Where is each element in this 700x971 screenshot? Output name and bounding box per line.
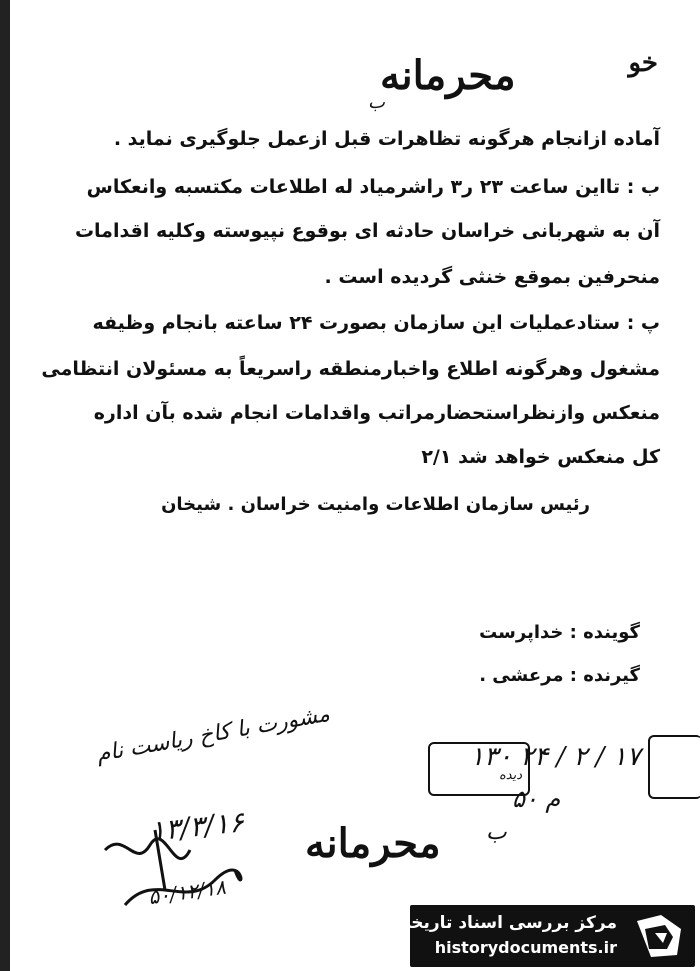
corner-mark: خو [628,48,658,78]
scan-edge [0,0,10,971]
handwritten-date: ۱۳/۳/۱۶ [148,805,246,848]
handwritten-note: مشورت با کاخ ریاست نام [94,701,332,768]
archive-logo [394,905,695,967]
logo-site: historydocuments.ir [434,938,617,957]
classification-stamp-bottom: محرمانه [305,820,441,867]
body-line-6: مشغول وهرگونه اطلاع واخبارمنطقه راسریعاً به مسئولان انتظامی [41,358,660,380]
body-line-1: آماده ازانجام هرگونه تظاهرات قبل ازعمل جلوگیری نماید . [113,128,660,150]
handwritten-date-2: ۵۰/۱۲/۱۸ [146,874,228,910]
archive-icon [631,911,687,961]
body-line-4: منحرفین بموقع خنثی گردیده است . [324,266,660,288]
body-line-8: کل منعکس خواهد شد ۲/۱ [421,446,660,468]
body-line-2: ب : تااین ساعت ۲۳ ر۳ راشرمیاد له اطلاعات مکتسبه وانعکاس [86,176,660,198]
classification-letter: ب [368,92,385,113]
handwritten-mark-right: ۵۰ م [512,785,561,813]
body-line-5: پ : ستادعملیات این سازمان بصورت ۲۴ ساعته بانجام وظیفه [92,312,660,334]
logo-title: مرکز بررسی اسناد تاریخی [394,913,617,933]
receiver-line: گیرنده : مرعشی . [479,665,640,686]
stamp-label: دیده [498,768,522,783]
body-line-3: آن به شهربانی خراسان حادثه ای بوقوع نپیوسته وکلیه اقدامات [74,220,660,242]
signature-line: رئیس سازمان اطلاعات وامنیت خراسان . شیخان [161,494,590,515]
classification-letter-bottom: ب [486,820,507,845]
stamp-numbers: ۱۳۰ ۲۴ / ۲ / ۱۷ [470,742,641,772]
body-line-7: منعکس وازنظراستحضارمراتب واقدامات انجام شده بآن اداره [93,402,660,424]
classification-stamp-top: محرمانه [380,52,516,99]
speaker-line: گوینده : خداپرست [479,622,640,643]
partial-stamp-box [648,735,700,799]
